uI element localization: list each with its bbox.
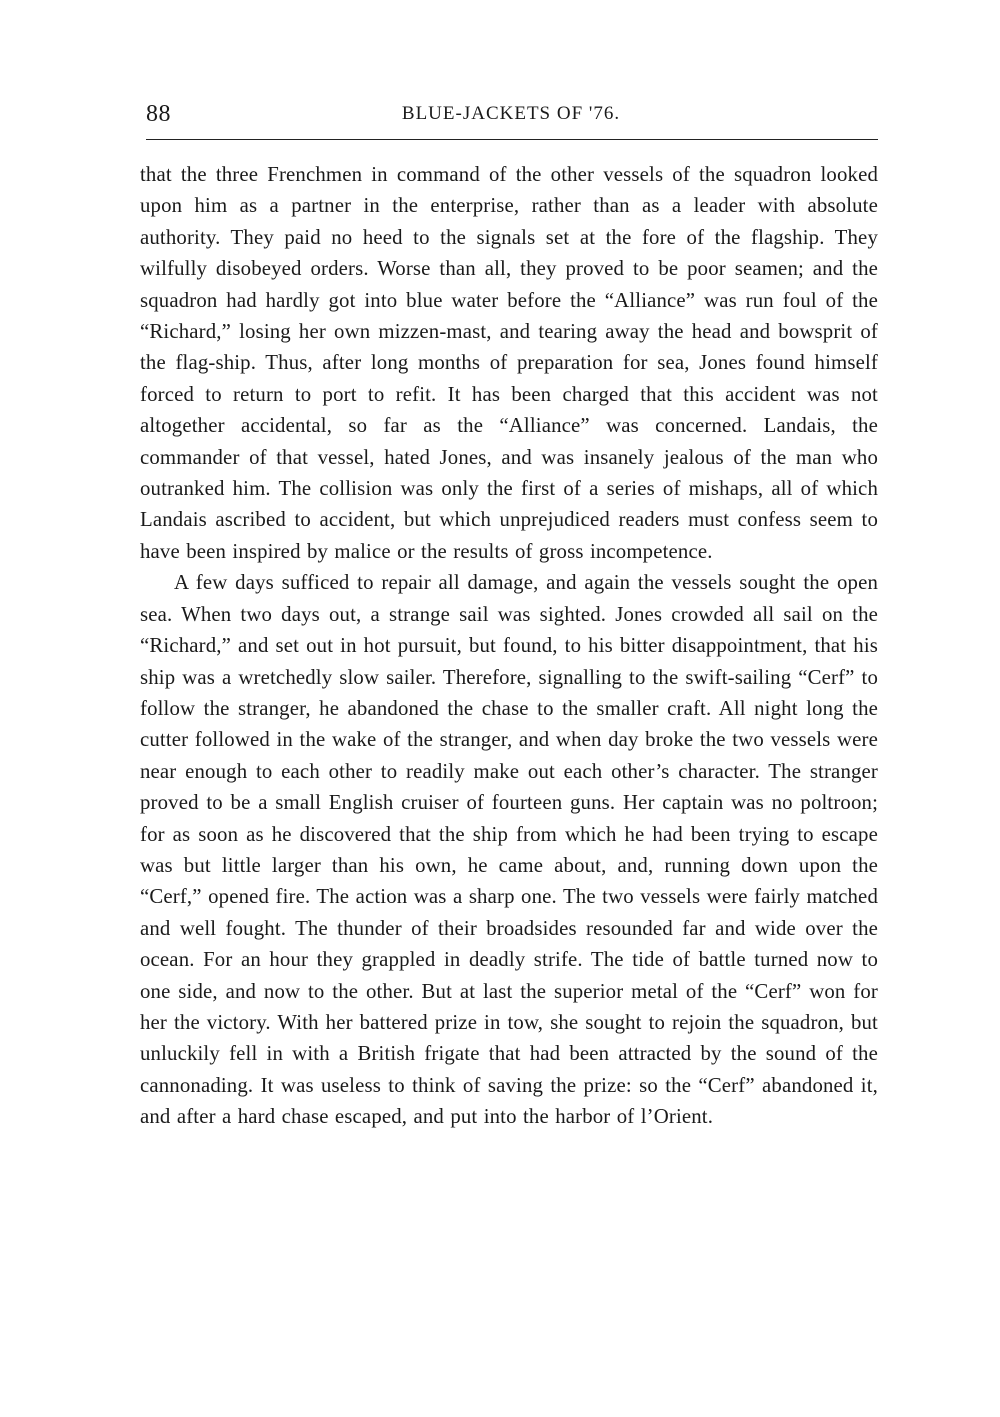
paragraph-continued: that the three Frenchmen in command of the other vessels of the squadron looked upon him as a partner in the enterprise, rather than as a leader with absolute authority. They paid no heed to the signals set at the fore of the flagship. They wilfully disobeyed orders. Worse than all, they proved to be poor seamen; and the squadron had hardly got into blue water before the “Alliance” was run foul of the “Richard,” losing her own mizzen-mast, and tearing away the head and bowsprit of the flag-ship. Thus, after long months of preparation for sea, Jones found himself forced to return to port to refit. It has been charged that this accident was not altogether accidental, so far as the “Alliance” was concerned. Landais, the commander of that vessel, hated Jones, and was insanely jealous of the man who outranked him. The collision was only the first of a series of mishaps, all of which Landais ascribed to accident, but which unprejudiced readers must confess seem to have been inspired by malice or the results of gross incompetence. bbox=[140, 163, 878, 563]
body-text bbox=[140, 159, 878, 1133]
header-rule bbox=[146, 139, 878, 140]
running-title: BLUE-JACKETS OF '76. bbox=[401, 103, 621, 124]
page-header bbox=[142, 96, 880, 132]
paragraph: A few days sufficed to repair all damage, and again the vessels sought the open sea. When two days out, a strange sail was sighted. Jones crowded all sail on the “Richard,” and set out in hot pursuit, but found, to his bitter disappointment, that his ship was a wretchedly slow sailer. Therefore, signalling to the swift-sailing “Cerf” to follow the stranger, he abandoned the chase to the smaller craft. All night long the cutter followed in the wake of the stranger, and when day broke the two vessels were near enough to each other to readily make out each other’s character. The stranger proved to be a small English cruiser of fourteen guns. Her captain was no poltroon; for as soon as he discovered that the ship from which he had been trying to escape was but little larger than his own, he came about, and, running down upon the “Cerf,” opened fire. The action was a sharp one. The two vessels were fairly matched and well fought. The thunder of their broadsides resounded far and wide over the ocean. For an hour they grappled in deadly strife. The tide of battle turned now to one side, and now to the other. But at last the superior metal of the “Cerf” won for her the victory. With her battered prize in tow, she sought to rejoin the squadron, but unluckily fell in with a British frigate that had been attracted by the sound of the cannonading. It was useless to think of saving the prize: so the “Cerf” abandoned it, and after a hard chase escaped, and put into the harbor of l’Orient. bbox=[140, 571, 878, 1129]
page-number: 88 bbox=[146, 101, 171, 127]
